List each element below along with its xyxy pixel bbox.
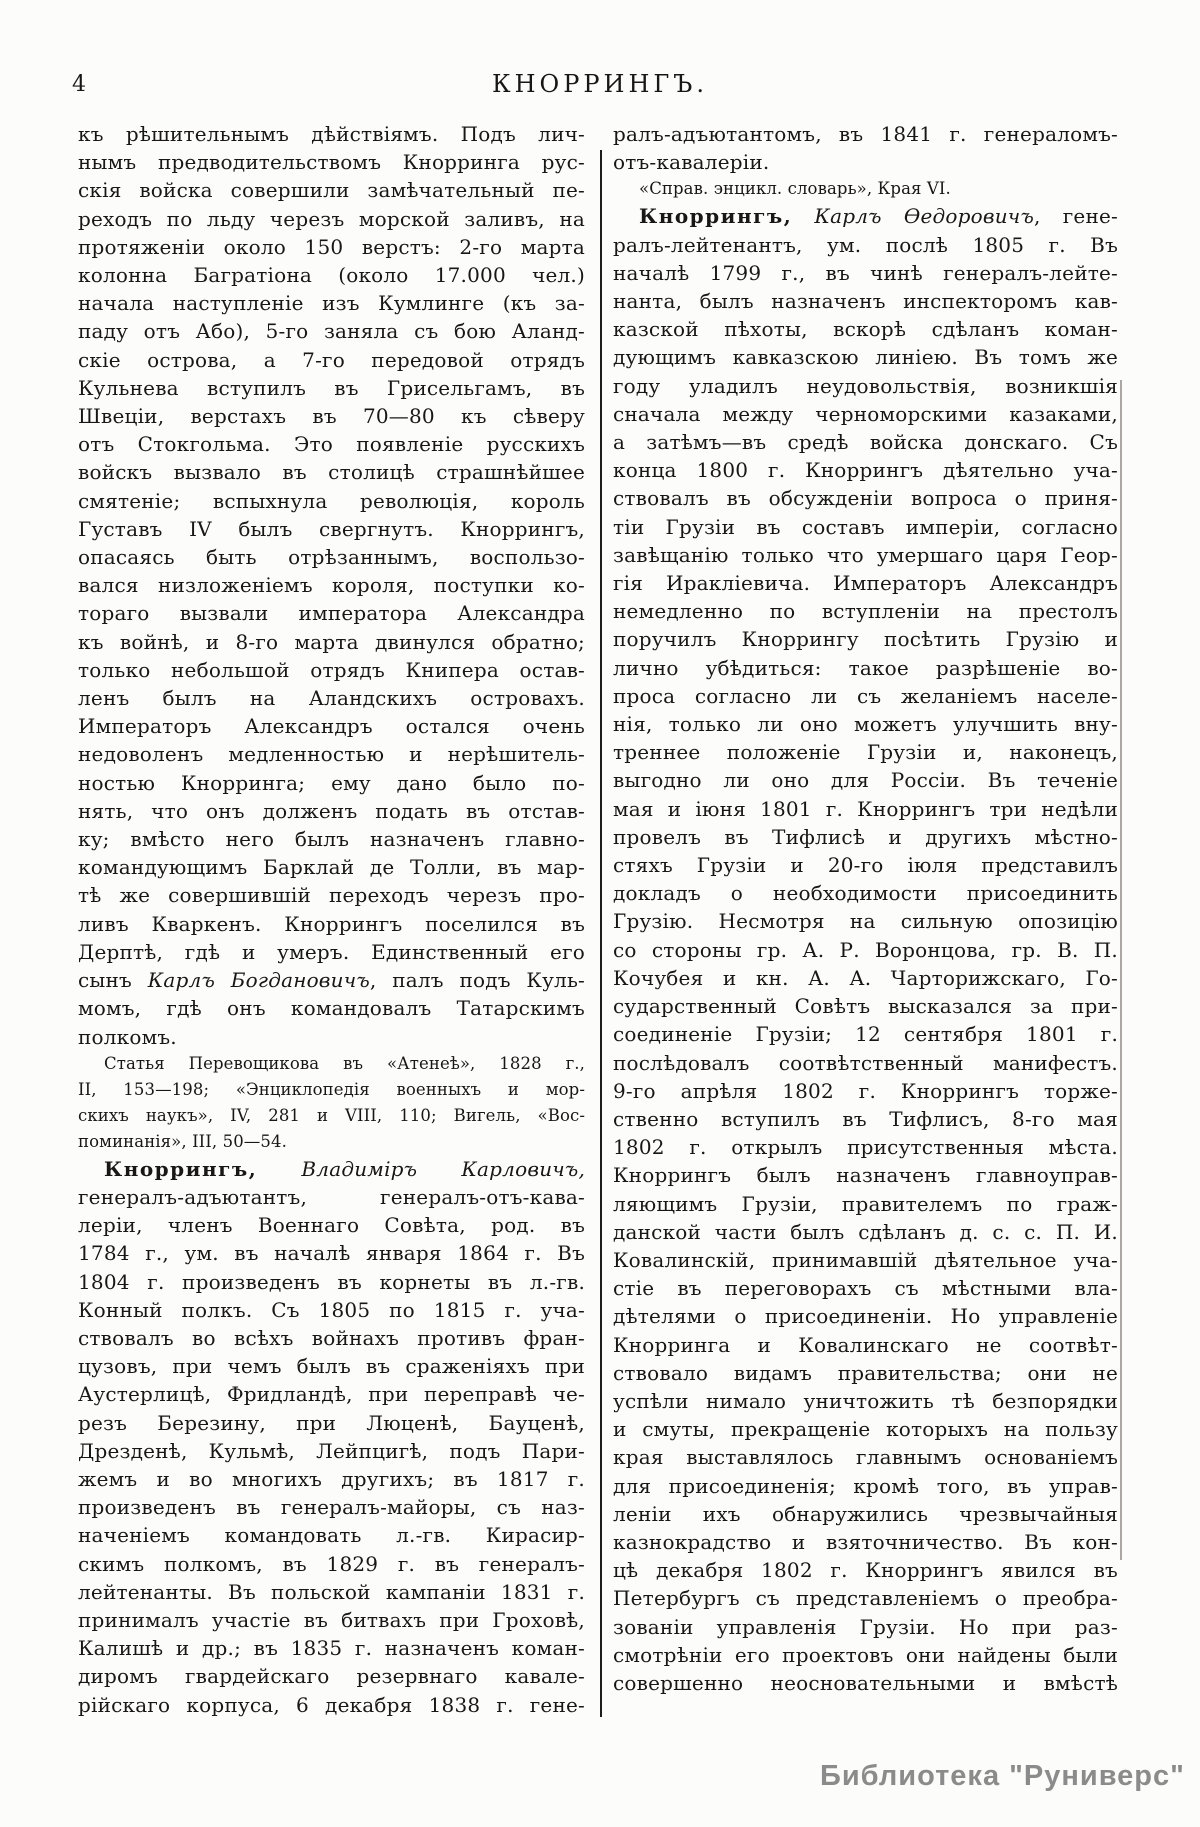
text-line: реходъ по льду черезъ морской заливъ, на	[78, 206, 585, 231]
text-line	[78, 966, 585, 994]
text-line: момъ, гдѣ онъ командовалъ Татарскимъ	[78, 996, 585, 1021]
text-line: ралъ-лейтенантъ, ум. послѣ 1805 г. Въ	[613, 232, 1118, 257]
text-line: протяженіи около 150 верстъ: 2-го марта	[78, 234, 585, 259]
text-line: ственно вступилъ въ Тифлисъ, 8-го мая	[613, 1106, 1118, 1131]
left-text-column	[78, 120, 585, 1719]
text-line: смятеніе; вспыхнула революція, король	[78, 488, 585, 513]
text-line: соединеніе Грузіи; 12 сентября 1801 г.	[613, 1022, 1118, 1047]
text-line: мая и іюня 1801 г. Кноррингъ три недѣли	[613, 796, 1118, 821]
text-line: Дрезденѣ, Кульмѣ, Лейпцигѣ, подъ Пари-	[78, 1438, 585, 1463]
text-line: успѣли нимало уничтожить тѣ безпорядки	[613, 1388, 1118, 1413]
citation-line: «Справ. энцикл. словарь», Края VI.	[639, 179, 951, 199]
text-line: рійскаго корпуса, 6 декабря 1838 г. гене-	[78, 1692, 585, 1717]
text-line: края выставлялось главнымъ основаніемъ	[613, 1445, 1118, 1470]
text-line: Кноррингъ былъ назначенъ главноуправ-	[613, 1163, 1118, 1188]
text-line: смотрѣніи его проектовъ они найдены были	[613, 1642, 1118, 1667]
text-line: скіе острова, а 7-го передовой отрядъ	[78, 347, 585, 372]
text-line: опасаясь быть отрѣзаннымъ, воспользо-	[78, 545, 585, 570]
text-line: цѣ декабря 1802 г. Кноррингъ явился въ	[613, 1558, 1118, 1583]
text-line: казской пѣхоты, вскорѣ сдѣланъ коман-	[613, 317, 1118, 342]
text-line: 1784 г., ум. въ началѣ января 1864 г. Въ	[78, 1241, 585, 1266]
text-line: проса согласно ли съ желаніемъ населе-	[613, 683, 1118, 708]
text-line: наченіемъ командовать л.-гв. Кирасир-	[78, 1523, 585, 1548]
text-line: недоволенъ медленностью и нерѣшитель-	[78, 742, 585, 767]
text-line: 1804 г. произведенъ въ корнеты въ л.-гв.	[78, 1269, 585, 1294]
text-line: стяхъ Грузіи и 20-го іюля представилъ	[613, 853, 1118, 878]
text-line: начала наступленіе изъ Кумлинге (къ за-	[78, 291, 585, 316]
citation-line: II, 153—198; «Энциклопедія военныхъ и мор-	[78, 1079, 585, 1099]
text-line: колонна Багратіона (около 17.000 чел.)	[78, 263, 585, 288]
text-line: немедленно по вступленіи на престолъ	[613, 599, 1118, 624]
running-title: КНОРРИНГЪ.	[492, 70, 708, 98]
text-line: ствовало видамъ правительства; они не	[613, 1360, 1118, 1385]
text-line: тіи Грузіи въ составъ имперіи, согласно	[613, 514, 1118, 539]
text-line: 1802 г. открылъ присутственныя мѣста.	[613, 1135, 1118, 1160]
text-line: послѣдовалъ соотвѣтственный манифестъ.	[613, 1050, 1118, 1075]
text-line: а затѣмъ—въ средѣ войска донскаго. Съ	[613, 430, 1118, 455]
text-line: Кульнева вступилъ въ Грисельгамъ, въ	[78, 375, 585, 400]
text-line: дующимъ кавказскою линіею. Въ томъ же	[613, 345, 1118, 370]
text-line: тѣ же совершившій переходъ черезъ про-	[78, 883, 585, 908]
text-line: Густавъ IV былъ свергнутъ. Кноррингъ,	[78, 516, 585, 541]
text-line: Кочубея и кн. А. А. Чарторижскаго, Го-	[613, 965, 1118, 990]
library-watermark: Библиотека "Руниверс"	[820, 1760, 1185, 1792]
text-line: резъ Березину, при Люценѣ, Бауценѣ,	[78, 1410, 585, 1435]
text-line: году уладилъ неудовольствія, возникшія	[613, 373, 1118, 398]
text-line: Ковалинскій, принимавшій дѣятельное уча-	[613, 1247, 1118, 1272]
text-line: Аустерлицѣ, Фридландѣ, при переправѣ че-	[78, 1382, 585, 1407]
text-line: жемъ и во многихъ другихъ; въ 1817 г.	[78, 1466, 585, 1491]
text-line: ралъ-адъютантомъ, въ 1841 г. генераломъ-	[613, 122, 1118, 146]
text-line: нять, что онъ долженъ подать въ отстав-	[78, 798, 585, 823]
text-line: скимъ полкомъ, въ 1829 г. въ генералъ-	[78, 1551, 585, 1576]
text-line: отъ-кавалеріи.	[613, 150, 770, 175]
text-line: полкомъ.	[78, 1024, 177, 1049]
text-run: сынъ	[78, 968, 148, 993]
page-edge-scan-artifact	[1120, 380, 1122, 1560]
text-line: докладъ о необходимости присоединить	[613, 881, 1118, 906]
text-line: для присоединенія; кромѣ того, въ управ-	[613, 1473, 1118, 1498]
page-number: 4	[72, 72, 86, 97]
text-line: леніи ихъ обнаружились чрезвычайныя	[613, 1501, 1118, 1526]
text-line: 9-го апрѣля 1802 г. Кноррингъ торже-	[613, 1078, 1118, 1103]
text-line: началѣ 1799 г., въ чинѣ генералъ-лейте-	[613, 260, 1118, 285]
text-line: лично убѣдиться: такое разрѣшеніе во-	[613, 655, 1118, 680]
text-line: ку; вмѣсто него былъ назначенъ главно-	[78, 827, 585, 852]
text-line: войскъ вызвало въ столицѣ страшнѣйшее	[78, 460, 585, 485]
text-line: Петербургъ съ представленіемъ о преобра-	[613, 1586, 1118, 1611]
text-line: вался низложеніемъ короля, поступки ко-	[78, 573, 585, 598]
text-run	[792, 204, 814, 228]
entry-headword: Кноррингъ,	[639, 204, 793, 229]
person-name-italic: Владиміръ Карловичъ,	[301, 1156, 586, 1181]
text-line: нія, только ли оно можетъ улучшить вну-	[613, 712, 1118, 737]
text-line: треннее положеніе Грузіи и, наконецъ,	[613, 740, 1118, 765]
text-line: Конный полкъ. Съ 1805 по 1815 г. уча-	[78, 1297, 585, 1322]
text-line: леріи, членъ Военнаго Совѣта, род. въ	[78, 1213, 585, 1238]
text-line: сначала между черноморскими казаками,	[613, 401, 1118, 426]
text-line: провелъ въ Тифлисѣ и другихъ мѣстно-	[613, 824, 1118, 849]
person-name-italic: Карлъ Ѳедоровичъ	[814, 204, 1034, 229]
text-line: поручилъ Кноррингу посѣтить Грузію и	[613, 627, 1118, 652]
text-line: ствовалъ во всѣхъ войнахъ противъ фран-	[78, 1325, 585, 1350]
text-line: со стороны гр. А. Р. Воронцова, гр. В. П.	[613, 937, 1118, 962]
text-line: Кнорринга и Ковалинскаго не соотвѣт-	[613, 1332, 1118, 1357]
text-line: цузовъ, при чемъ былъ въ сраженіяхъ при	[78, 1354, 585, 1379]
text-line: къ войнѣ, и 8-го марта двинулся обратно;	[78, 629, 585, 654]
text-line: ствовалъ въ обсужденіи вопроса о приня-	[613, 486, 1118, 511]
text-run	[257, 1157, 301, 1181]
column-divider-rule	[600, 150, 602, 1717]
text-run: , гене-	[1033, 204, 1118, 229]
text-line: ляющимъ Грузіи, правителемъ по граж-	[613, 1191, 1118, 1216]
text-line: ливъ Кваркенъ. Кноррингъ поселился въ	[78, 911, 585, 936]
entry-headword: Кноррингъ,	[104, 1156, 258, 1181]
text-line: ностью Кнорринга; ему дано было по-	[78, 770, 585, 795]
text-line: произведенъ въ генералъ-майоры, съ наз-	[78, 1495, 585, 1520]
text-line: казнокрадство и взяточничество. Въ кон-	[613, 1529, 1118, 1554]
text-line: командующимъ Барклай де Толли, въ мар-	[78, 855, 585, 880]
text-line: выгодно ли оно для Россіи. Въ теченіе	[613, 768, 1118, 793]
citation-line: Статья Перевощикова въ «Атенеѣ», 1828 г.,	[104, 1053, 585, 1073]
text-line: Императоръ Александръ остался очень	[78, 714, 585, 739]
text-line: диромъ гвардейскаго резервнаго кавале-	[78, 1664, 585, 1689]
text-line: отъ Стокгольма. Это появленіе русскихъ	[78, 432, 585, 457]
text-line: нымъ предводительствомъ Кнорринга рус-	[78, 150, 585, 175]
right-text-column	[613, 120, 1118, 1697]
text-line: гія Иракліевича. Императоръ Александръ	[613, 571, 1118, 596]
text-line: Грузію. Несмотря на сильную опозицію	[613, 909, 1118, 934]
person-name-italic: Карлъ Богдановичъ	[147, 968, 370, 993]
text-run: , палъ подъ Куль-	[369, 968, 585, 993]
text-line: сударственный Совѣтъ высказался за при-	[613, 994, 1118, 1019]
text-line: нанта, былъ назначенъ инспекторомъ кав-	[613, 289, 1118, 314]
text-line: совершенно неосновательными и вмѣстѣ	[613, 1670, 1118, 1695]
text-line: Швеціи, верстахъ въ 70—80 къ сѣверу	[78, 404, 585, 429]
text-line: дѣтелями о присоединеніи. Но управленіе	[613, 1304, 1118, 1329]
text-line: генералъ-адъютантъ, генералъ-отъ-кава-	[78, 1184, 585, 1209]
text-line: ленъ былъ на Аландскихъ островахъ.	[78, 686, 585, 711]
text-line: Дерптѣ, гдѣ и умеръ. Единственный его	[78, 939, 585, 964]
text-line: конца 1800 г. Кноррингъ дѣятельно уча-	[613, 458, 1118, 483]
text-line	[613, 202, 1118, 230]
text-line: тораго вызвали императора Александра	[78, 601, 585, 626]
text-line: только небольшой отрядъ Книпера остав-	[78, 657, 585, 682]
text-line: паду отъ Або), 5-го заняла съ бою Аланд-	[78, 319, 585, 344]
text-line: данской части былъ сдѣланъ д. с. с. П. И.	[613, 1219, 1118, 1244]
text-line: и смуты, прекращеніе которыхъ на пользу	[613, 1417, 1118, 1442]
text-line: стіе въ переговорахъ съ мѣстными вла-	[613, 1276, 1118, 1301]
text-line: завѣщанію только что умершаго царя Геор-	[613, 542, 1118, 567]
text-line: Калишѣ и др.; въ 1835 г. назначенъ коман-	[78, 1636, 585, 1661]
text-line: лейтенанты. Въ польской кампаніи 1831 г.	[78, 1579, 585, 1604]
text-line: зованіи управленія Грузіи. Но при раз-	[613, 1614, 1118, 1639]
text-line	[78, 1155, 585, 1183]
text-line: принималъ участіе въ битвахъ при Гроховѣ,	[78, 1607, 585, 1632]
citation-line: скихъ наукъ», IV, 281 и VIII, 110; Вигель, «Вос-	[78, 1105, 585, 1125]
text-line: къ рѣшительнымъ дѣйствіямъ. Подъ лич-	[78, 122, 585, 146]
text-line: скія войска совершили замѣчательный пе-	[78, 178, 585, 203]
citation-line: поминанія», III, 50—54.	[78, 1131, 287, 1151]
